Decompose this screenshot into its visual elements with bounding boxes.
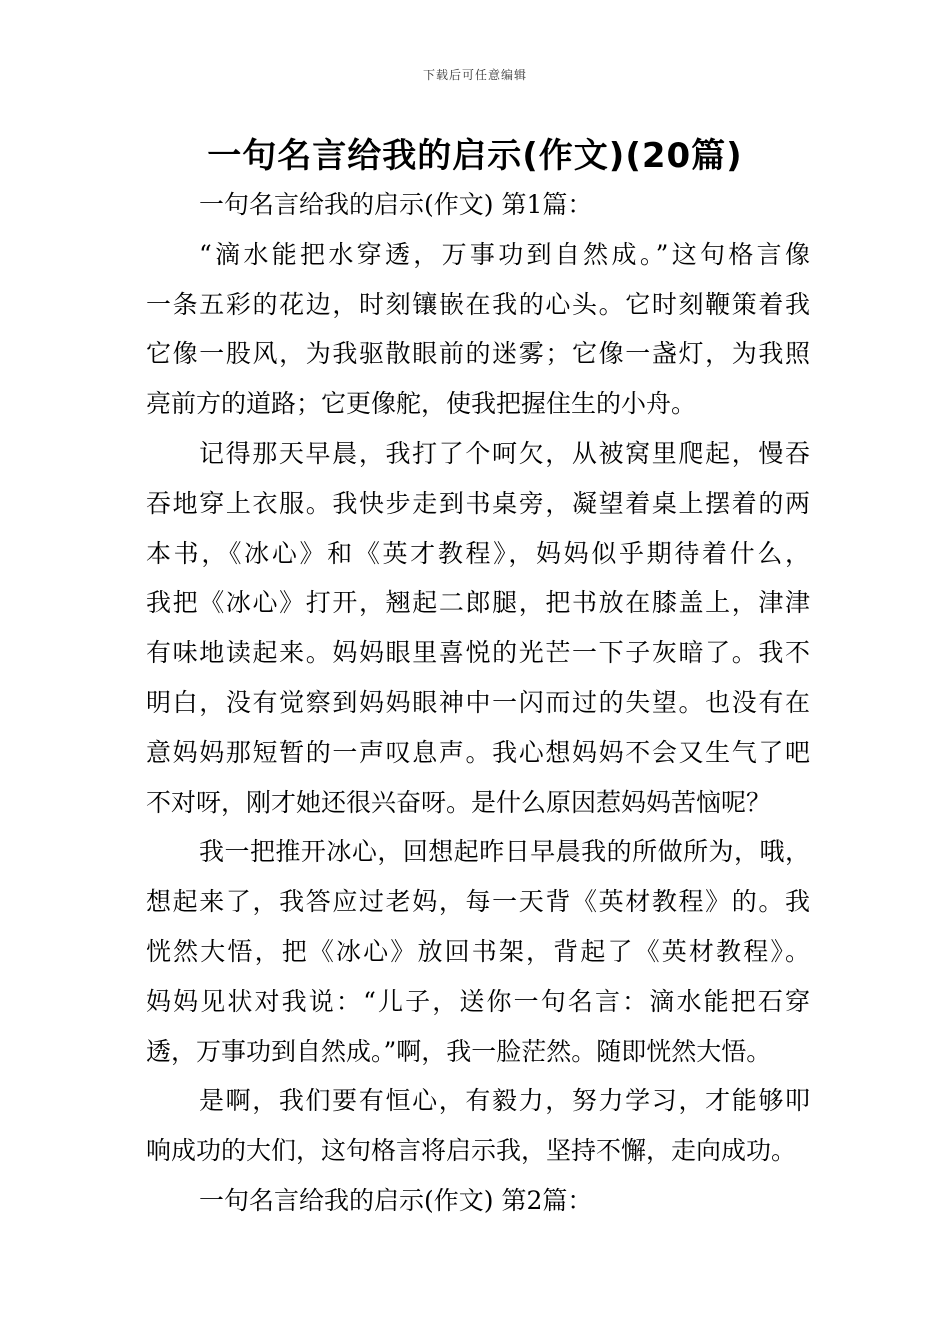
- text-line: 一条五彩的花边，时刻镶嵌在我的心头。它时刻鞭策着我: [146, 289, 810, 319]
- text-line: 恍然大悟，把《冰心》放回书架，背起了《英材教程》。: [146, 936, 810, 966]
- section-heading: 一句名言给我的启示(作文) 第2篇：: [199, 1185, 593, 1215]
- text-line: 妈妈见状对我说：“儿子，送你一句名言：滴水能把石穿: [146, 986, 810, 1016]
- article-body: [146, 180, 810, 1226]
- text-line: 不对呀，刚才她还很兴奋呀。是什么原因惹妈妈苦恼呢？: [146, 787, 772, 817]
- page-title: 一句名言给我的启示(作文)(20篇): [207, 136, 743, 176]
- text-line: 明白，没有觉察到妈妈眼神中一闪而过的失望。也没有在: [146, 687, 810, 717]
- text-line: “滴水能把水穿透，万事功到自然成。”这句格言像: [199, 239, 810, 269]
- text-line: 响成功的大们，这句格言将启示我，坚持不懈，走向成功。: [146, 1136, 797, 1166]
- section-heading: 一句名言给我的启示(作文) 第1篇：: [199, 190, 593, 219]
- text-line: 我把《冰心》打开，翘起二郎腿，把书放在膝盖上，津津: [146, 588, 810, 618]
- text-line: 记得那天早晨，我打了个呵欠，从被窝里爬起，慢吞: [199, 438, 810, 468]
- text-line: 亮前方的道路；它更像舵，使我把握住生的小舟。: [146, 389, 697, 419]
- text-line: 我一把推开冰心，回想起昨日早晨我的所做所为，哦，: [199, 837, 810, 867]
- text-line: 意妈妈那短暂的一声叹息声。我心想妈妈不会又生气了吧: [146, 737, 810, 767]
- text-line: 吞地穿上衣服。我快步走到书桌旁，凝望着桌上摆着的两: [146, 488, 810, 518]
- header-note: 下载后可任意编辑: [422, 68, 527, 82]
- text-line: 想起来了，我答应过老妈，每一天背《英材教程》的。我: [146, 887, 810, 917]
- text-line: 是啊，我们要有恒心，有毅力，努力学习，才能够叩: [199, 1086, 810, 1116]
- text-line: 本书，《冰心》和《英才教程》，妈妈似乎期待着什么，: [146, 538, 810, 568]
- text-line: 它像一股风，为我驱散眼前的迷雾；它像一盏灯，为我照: [146, 339, 810, 369]
- text-line: 有味地读起来。妈妈眼里喜悦的光芒一下子灰暗了。我不: [146, 638, 810, 668]
- text-line: 透，万事功到自然成。”啊，我一脸茫然。随即恍然大悟。: [146, 1036, 772, 1066]
